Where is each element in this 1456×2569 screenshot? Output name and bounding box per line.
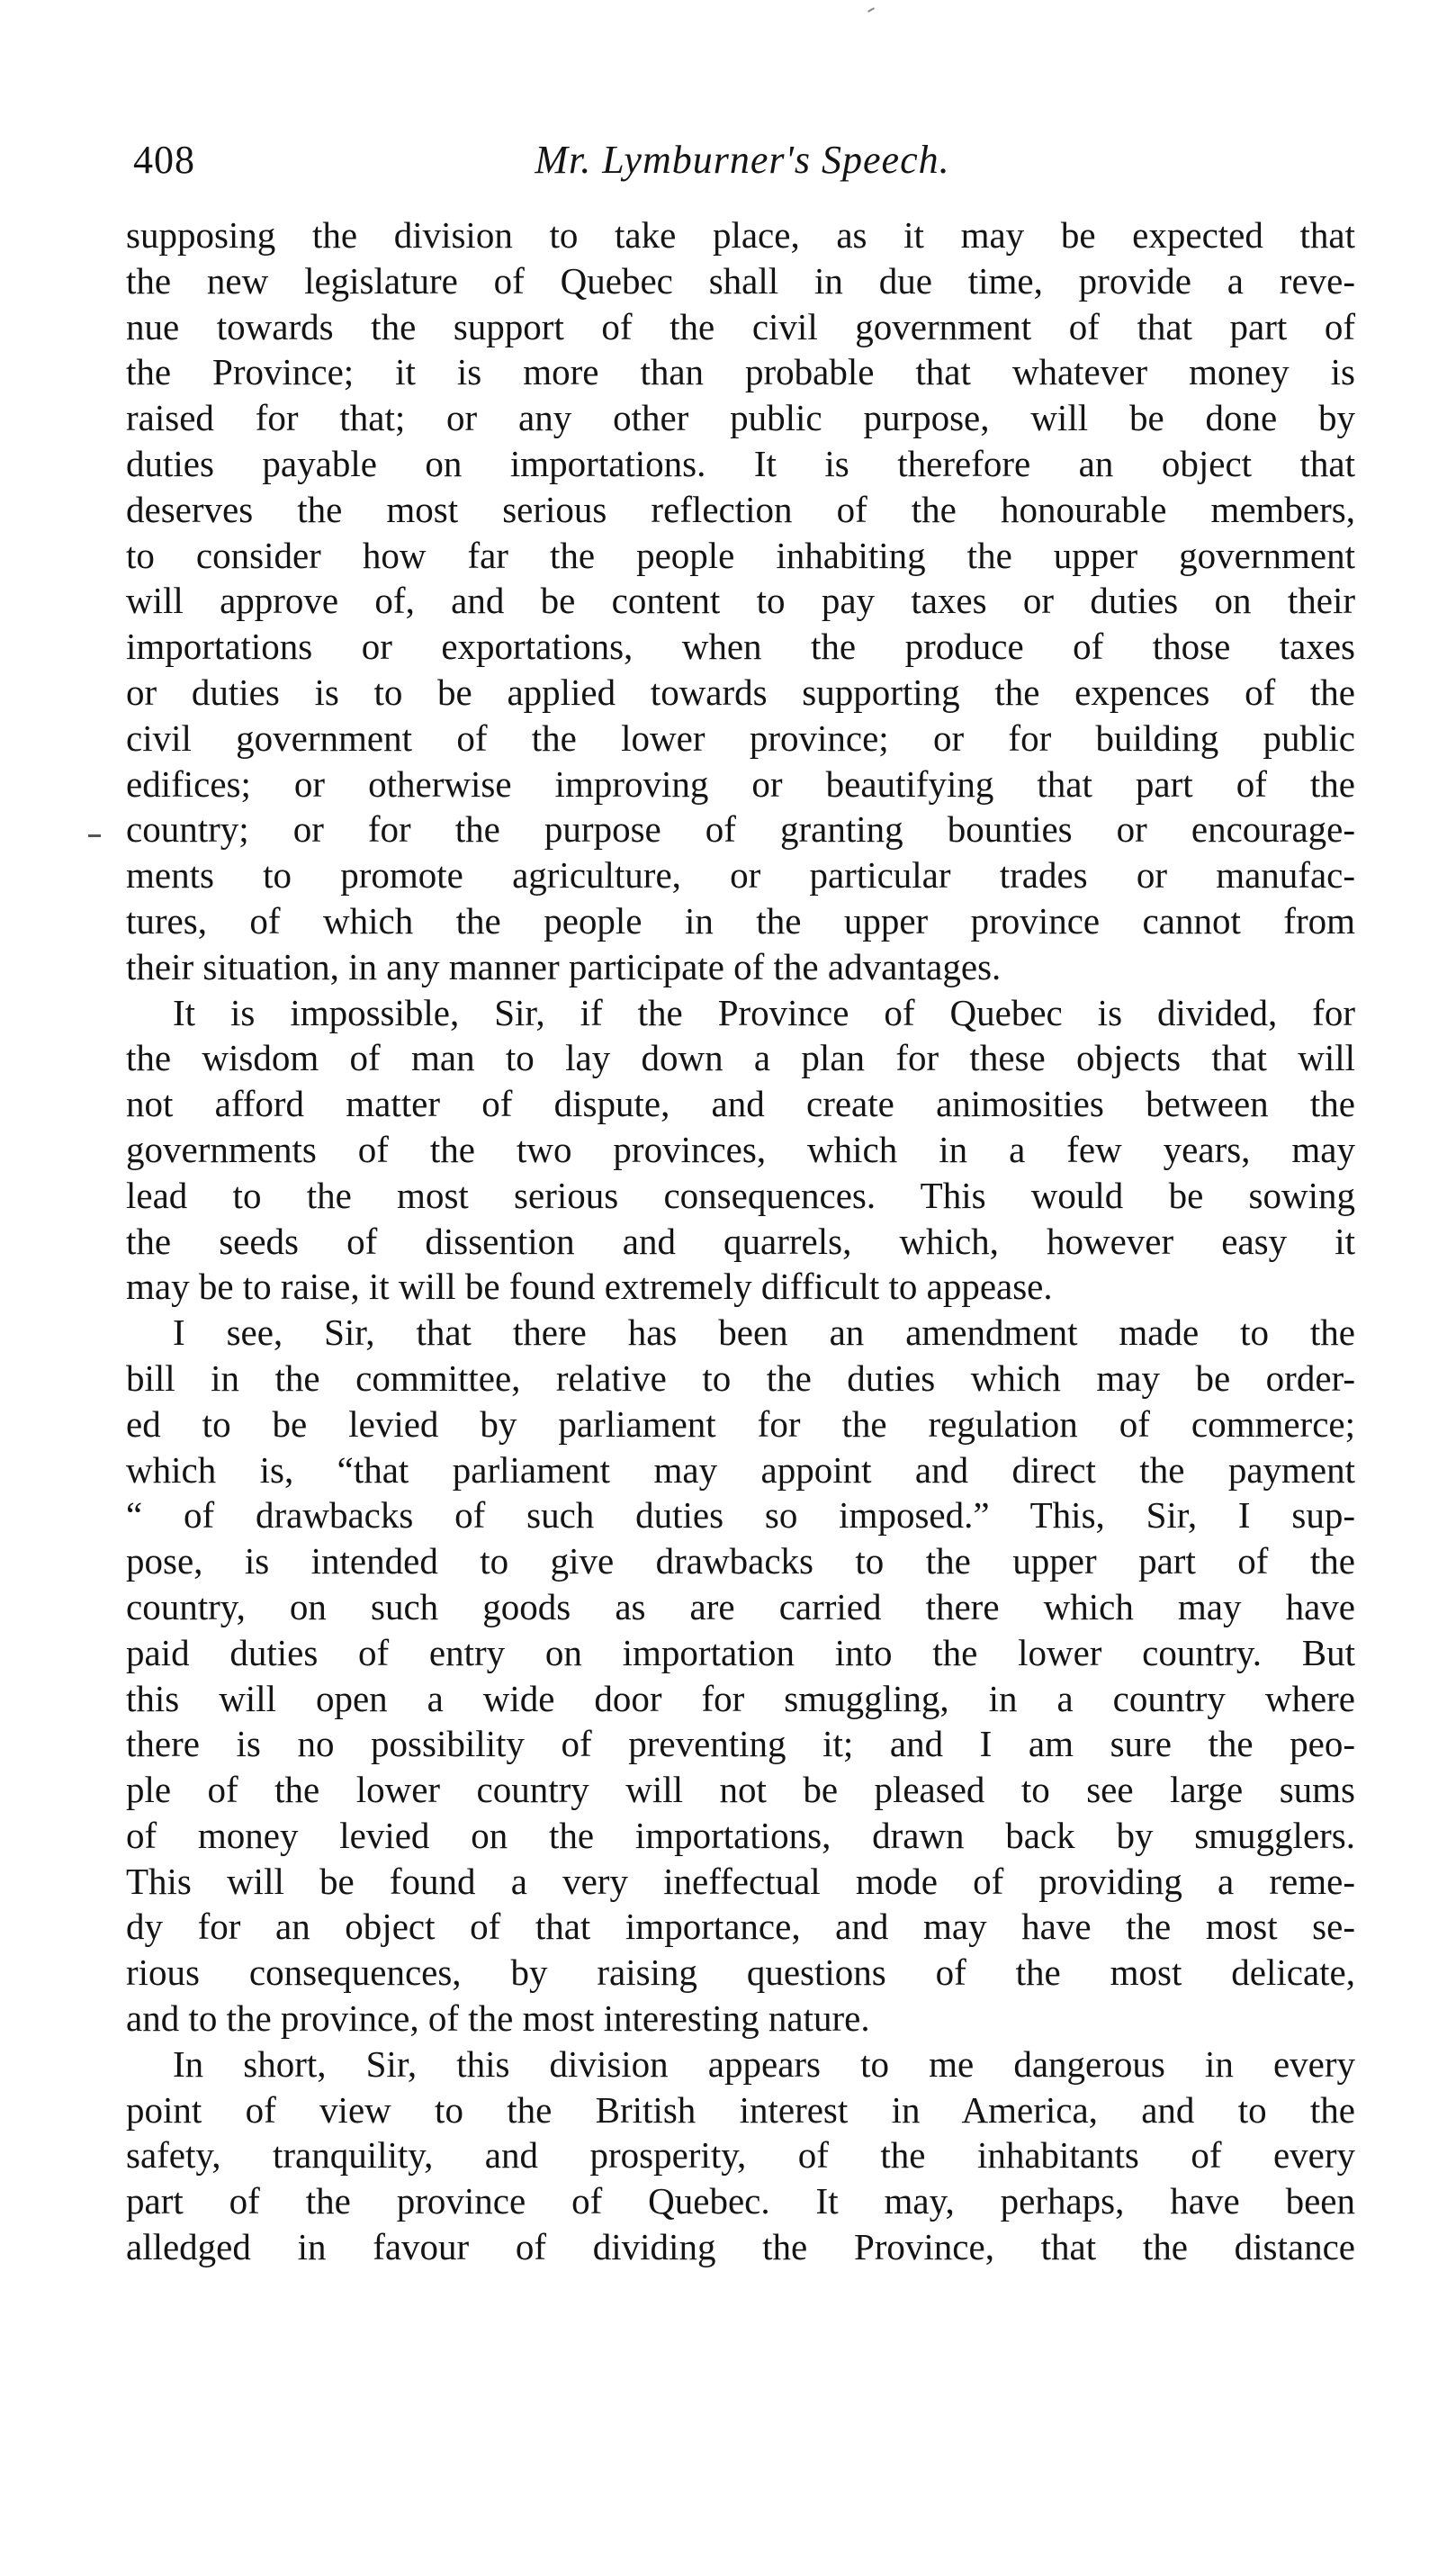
- text-line: bill in the committee, relative to the duties which may be order-: [126, 1357, 1355, 1399]
- running-title: Mr. Lymburner's Speech.: [535, 138, 950, 182]
- text-line: safety, tranquility, and prosperity, of the inhabitants of every: [126, 2134, 1355, 2177]
- text-line: importations or exportations, when the produce of those taxes: [126, 626, 1355, 668]
- text-line: duties payable on importations. It is therefore an object that: [126, 442, 1355, 484]
- text-line: paid duties of entry on importation into the lower country. But: [126, 1631, 1355, 1673]
- text-line: edifices; or otherwise improving or beautifying that part of the: [126, 762, 1355, 805]
- text-line: governments of the two provinces, which in a few years, may: [126, 1128, 1355, 1170]
- text-line: to consider how far the people inhabiting the upper government: [126, 534, 1355, 576]
- text-line: raised for that; or any other public purpose, will be done by: [126, 397, 1355, 439]
- text-line: this will open a wide door for smuggling, in a country where: [126, 1677, 1355, 1719]
- text-line: country; or for the purpose of granting bounties or encourage-: [126, 808, 1355, 851]
- text-line: supposing the division to take place, as it may be expected that: [126, 214, 1355, 256]
- text-line: part of the province of Quebec. It may, perhaps, have been: [126, 2180, 1355, 2222]
- text-line: rious consequences, by raising questions of the most delicate,: [126, 1952, 1355, 1994]
- text-line: lead to the most serious consequences. This would be sowing: [126, 1174, 1355, 1216]
- text-line: deserves the most serious reflection of the honourable members,: [126, 488, 1355, 530]
- page-header: [133, 133, 1352, 187]
- text-line: dy for an object of that importance, and may have the most se-: [126, 1906, 1355, 1948]
- text-line: ple of the lower country will not be pleased to see large sums: [126, 1769, 1355, 1811]
- text-line: It is impossible, Sir, if the Province of Quebec is divided, for: [173, 991, 1355, 1033]
- page-number: 408: [133, 138, 195, 182]
- text-line: tures, of which the people in the upper province cannot from: [126, 899, 1355, 942]
- text-line: country, on such goods as are carried there which may have: [126, 1585, 1355, 1627]
- text-line: alledged in favour of dividing the Province, that the distance: [126, 2226, 1355, 2268]
- text-line: ed to be levied by parliament for the regulation of commerce;: [126, 1402, 1355, 1445]
- text-line: the wisdom of man to lay down a plan for these objects that will: [126, 1037, 1355, 1079]
- ink-speck: [867, 7, 875, 13]
- text-line: their situation, in any manner participate of the advantages.: [126, 945, 1002, 987]
- text-line: “ of drawbacks of such duties so imposed.” This, Sir, I sup-: [126, 1494, 1355, 1537]
- text-line: the new legislature of Quebec shall in due time, provide a reve-: [126, 259, 1355, 302]
- text-line: of money levied on the importations, drawn back by smugglers.: [126, 1814, 1355, 1856]
- text-line: there is no possibility of preventing it; and I am sure the peo-: [126, 1723, 1355, 1765]
- text-line: civil government of the lower province; or for building public: [126, 717, 1355, 759]
- text-line: pose, is intended to give drawbacks to the upper part of the: [126, 1540, 1355, 1582]
- text-line: the seeds of dissention and quarrels, which, however easy it: [126, 1220, 1355, 1262]
- text-line: not afford matter of dispute, and create animosities between the: [126, 1083, 1355, 1125]
- text-line: point of view to the British interest in America, and to the: [126, 2088, 1355, 2131]
- text-line: and to the province, of the most interesting nature.: [126, 1997, 870, 2040]
- text-line: nue towards the support of the civil government of that part of: [126, 305, 1355, 347]
- text-line: I see, Sir, that there has been an amendment made to the: [173, 1312, 1355, 1354]
- text-line: may be to raise, it will be found extremely difficult to appease.: [126, 1266, 1053, 1308]
- body-text: [126, 212, 1355, 2270]
- text-line: will approve of, and be content to pay taxes or duties on their: [126, 580, 1355, 622]
- text-line: In short, Sir, this division appears to me dangerous in every: [173, 2042, 1355, 2085]
- text-line: which is, “that parliament may appoint and direct the payment: [126, 1448, 1355, 1491]
- margin-mark: [88, 834, 101, 837]
- text-line: This will be found a very ineffectual mode of providing a reme-: [126, 1860, 1355, 1902]
- text-line: ments to promote agriculture, or particular trades or manufac-: [126, 854, 1355, 897]
- text-line: or duties is to be applied towards supporting the expences of the: [126, 671, 1355, 713]
- text-line: the Province; it is more than probable that whatever money is: [126, 351, 1355, 393]
